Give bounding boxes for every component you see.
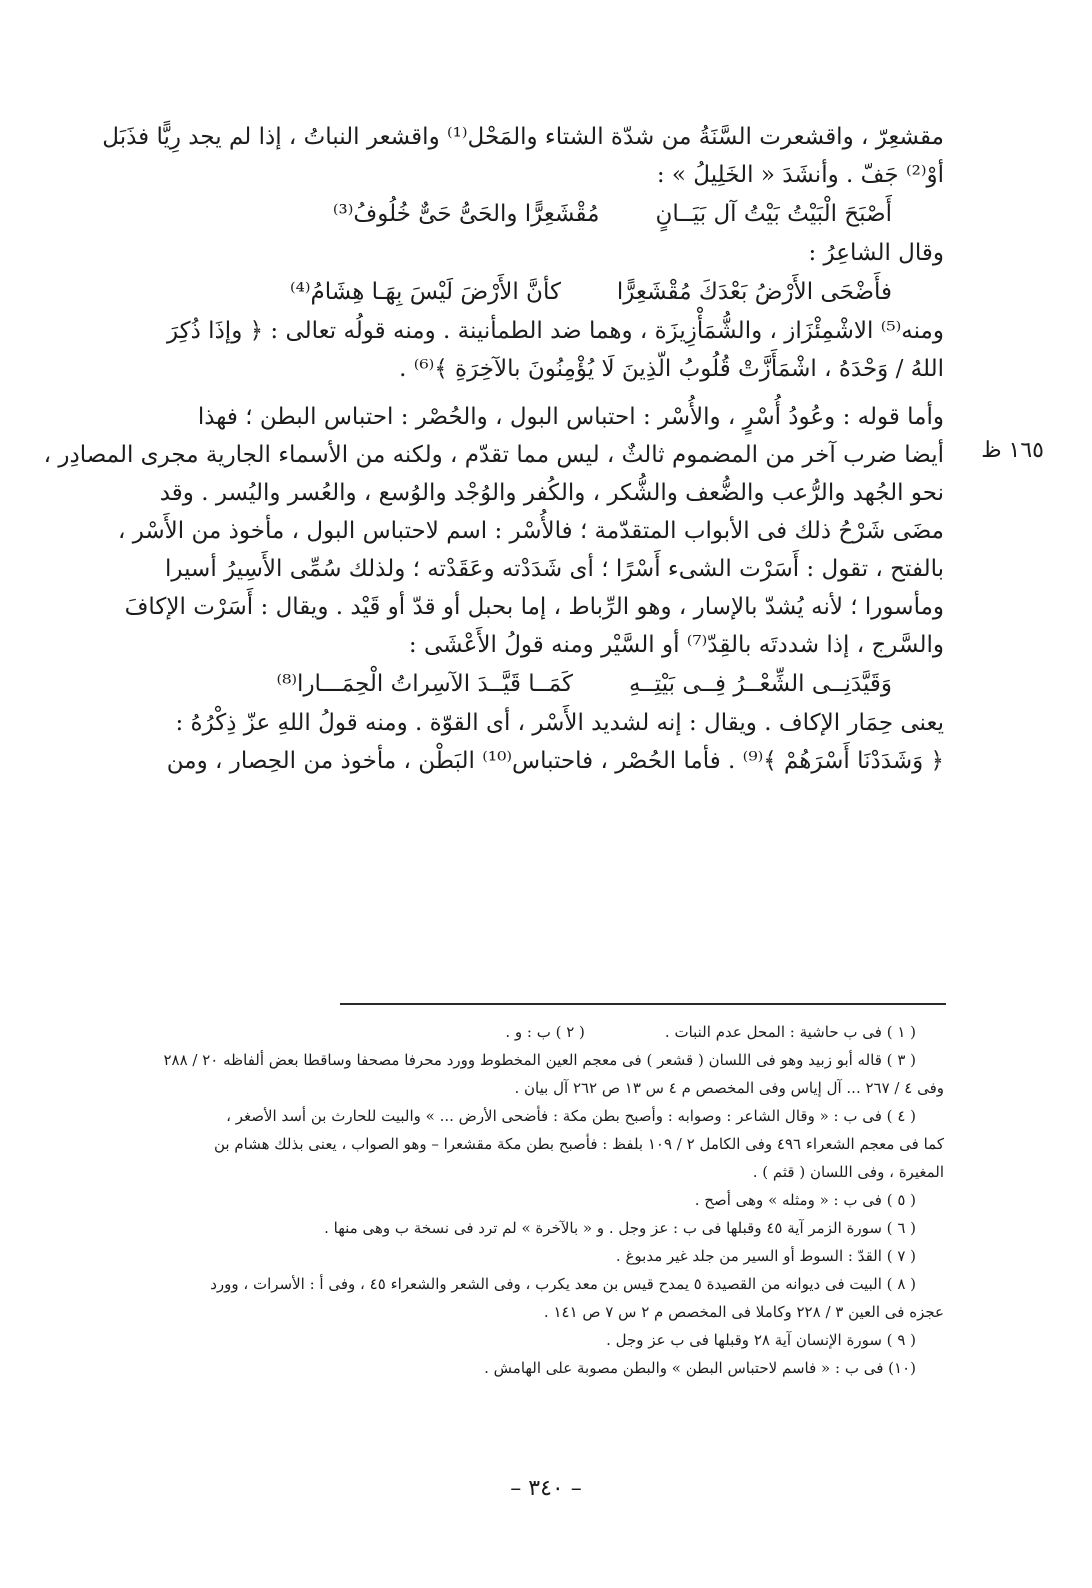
- verse-first-hemistich: فأَضْحَى الأَرْضُ بَعْدَكَ مُقْشَعِرًّا: [616, 279, 892, 305]
- text-line: ومأسورا ؛ لأنه يُشدّ بالإسار ، وهو الرِّباط ، إما بحبل أو قدّ أو قَيْد . ويقال : أَسَرْت الإكافَ: [124, 594, 944, 620]
- footnote-1: ( ١ ) فى ب حاشية : المحل عدم النبات .: [664, 1023, 916, 1041]
- footnote-3: ( ٣ ) قاله أبو زبيد وهو فى اللسان ( قشعر ) فى معجم العين المخطوط وورد محرفا مصحفا وساقطا بعض ألفاظه ٢٠ / ٢٨٨: [163, 1051, 916, 1069]
- footnote-7: ( ٧ ) القدّ : السوط أو السير من جلد غير مدبوغ .: [615, 1247, 916, 1265]
- footnote-5: ( ٥ ) فى ب : « ومثله » وهى أصح .: [694, 1191, 916, 1209]
- footnote-6: ( ٦ ) سورة الزمر آية ٤٥ وقبلها فى ب : عز وجل . و « بالآخرة » لم ترد فى نسخة ب وهى منها .: [324, 1219, 916, 1237]
- text-line: اللهُ / وَحْدَهُ ، اشْمَأَزَّتْ قُلُوبُ الّذِينَ لَا يُؤْمِنُونَ بالآخِرَةِ ﴾⁽⁶⁾ .: [399, 356, 944, 382]
- footnote-9: ( ٩ ) سورة الإنسان آية ٢٨ وقبلها فى ب عز وجل .: [606, 1331, 916, 1349]
- verse-second-hemistich: مُقْشَعِرًّا والحَىُّ حَىٌّ خُلُوفُ⁽³⁾: [332, 201, 600, 227]
- main-text: [43, 118, 944, 780]
- footnote-divider: [340, 1003, 946, 1005]
- text-line: أوْ⁽²⁾ جَفّ . وأنشَدَ « الخَلِيلُ » :: [656, 162, 944, 188]
- footnotes: [126, 1018, 944, 1382]
- footnote-8: ( ٨ ) البيت فى ديوانه من القصيدة ٥ يمدح قيس بن معد يكرب ، وفى الشعر والشعراء ٤٥ ، وفى أ : الأسرات ، وورد: [210, 1275, 916, 1293]
- text-line: أيضا ضرب آخر من المضموم ثالثٌ ، ليس مما تقدّم ، ولكنه من الأسماء الجارية مجرى المصادِر ،: [43, 442, 944, 468]
- verse-first-hemistich: أَصْبَحَ الْبَيْتُ بَيْتُ آل بَيَــانٍ: [655, 201, 892, 227]
- page-number: – ٣٤٠ –: [510, 1476, 582, 1501]
- verse-second-hemistich: كأنَّ الأَرْضَ لَيْسَ بِهَـا هِشَامُ⁽⁴⁾: [289, 279, 561, 305]
- footnote-2: ( ٢ ) ب : و .: [505, 1023, 585, 1041]
- verse-line: [148, 272, 944, 312]
- footnote-row: [126, 1018, 944, 1046]
- text-line: وأما قوله : وعُودُ أُسْرٍ ، والأُسْر : احتباس البول ، والحُصْر : احتباس البطن ؛ فهذا: [197, 404, 944, 430]
- footnote-4-cont: كما فى معجم الشعراء ٤٩٦ وفى الكامل ٢ / ١٠٩ بلفظ : فأصبح بطن مكة مقشعرا – وهو الصواب ، يعنى بذلك هشام بن: [213, 1135, 944, 1153]
- footnote-10: (١٠) فى ب : « فاسم لاحتباس البطن » والبطن مصوبة على الهامش .: [484, 1359, 916, 1377]
- footnote-8-cont: عجزه فى العين ٣ / ٢٢٨ وكاملا فى المخصص م ٢ س ٧ ص ١٤١ .: [543, 1303, 944, 1321]
- footnote-4: ( ٤ ) فى ب : « وقال الشاعر : وصوابه : وأصبح بطن مكة : فأضحى الأرض ... » والبيت للحارث بن أسد الأصغر ،: [226, 1107, 916, 1125]
- verse-second-hemistich: كَمَــا قَيَّــدَ الآسِراتُ الْحِمَـــارا⁽⁸⁾: [276, 671, 573, 697]
- folio-margin-note: ١٦٥ ظ: [981, 438, 1044, 463]
- verse-first-hemistich: وَقَيَّدَنِــى الشِّعْــرُ فِــى بَيْتِــهِ: [628, 671, 892, 697]
- text-line: مضَى شَرْحُ ذلك فى الأبواب المتقدّمة ؛ فالأُسْر : اسم لاحتباس البول ، مأخوذ من الأَسْر ،: [117, 518, 944, 544]
- text-line: نحو الجُهد والرُّعب والضُّعف والشُّكر ، والكُفر والوُجْد والوُسع ، والعُسر واليُسر . وقد: [159, 480, 944, 506]
- poet-intro: وقال الشاعِرُ :: [808, 240, 944, 266]
- verse-line: [148, 664, 944, 704]
- text-line: ﴿ وَشَدَدْنَا أَسْرَهُمْ ﴾⁽⁹⁾ . فأما الحُصْر ، فاحتباس⁽¹⁰⁾ البَطْن ، مأخوذ من الحِصار ، ومن: [166, 748, 944, 774]
- text-line: والسَّرج ، إذا شددتَه بالقِدّ⁽⁷⁾ أو السَّيْر ومنه قولُ الأَعْشَى :: [408, 632, 944, 658]
- text-line: يعنى حِمَار الإكاف . ويقال : إنه لشديد الأَسْر ، أى القوّة . ومنه قولُ اللهِ عزّ ذِكْرُهُ :: [175, 710, 944, 736]
- text-line: بالفتح ، تقول : أَسَرْت الشىء أَسْرًا ؛ أى شَدَدْته وعَقَدْته ؛ ولذلك سُمِّى الأَسِيرُ أسيرا: [165, 556, 944, 582]
- text-line: ومنه⁽⁵⁾ الاشْمِئْزَاز ، والشُّمَأْزِيزَة ، وهما ضد الطمأنينة . ومنه قولُه تعالى : ﴿ وإذَا ذُكِرَ: [166, 318, 944, 344]
- footnote-4-cont: المغيرة ، وفى اللسان ( قثم ) .: [752, 1163, 944, 1181]
- text-line: مقشعِرّ ، واقشعرت السَّنَةُ من شدّة الشتاء والمَحْل⁽¹⁾ واقشعر النباتُ ، إذا لم يجد رِيًّا فذَبَل: [102, 124, 944, 150]
- footnote-3-cont: وفى ٤ / ٢٦٧ ... آل إياس وفى المخصص م ٤ س ١٣ ص ٢٦٢ آل بيان .: [514, 1079, 944, 1097]
- verse-line: [148, 194, 944, 234]
